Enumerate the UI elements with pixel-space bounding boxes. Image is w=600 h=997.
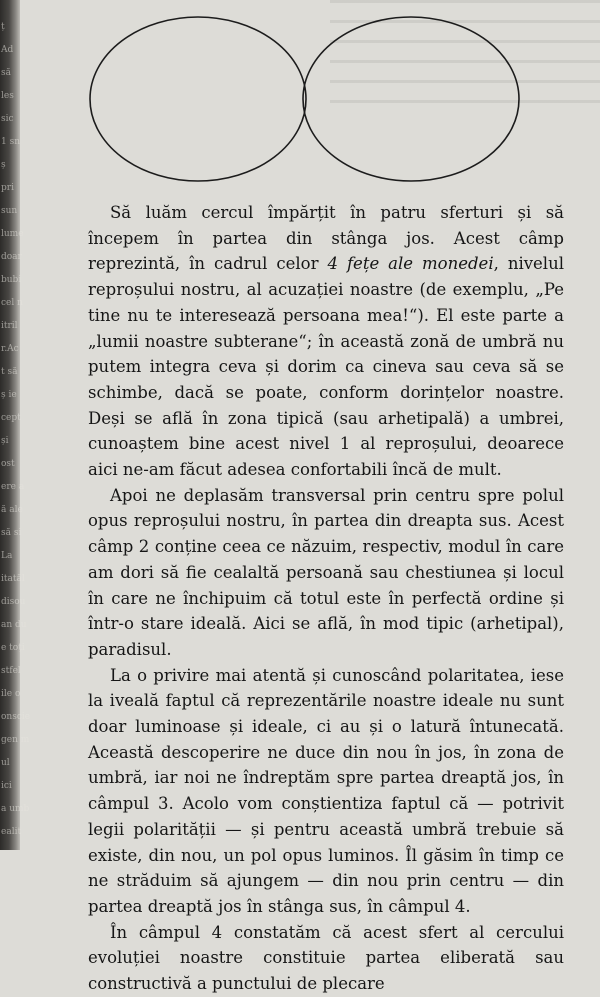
paragraph-1-text-start: Să luăm cercul împărțit în patru sferturi și să începem în partea din stânga jos. Acest câmp reprezintă, în cadrul celor bbox=[88, 203, 564, 274]
paragraph-1 bbox=[88, 200, 564, 483]
adjacent-page-fragment: e toți bbox=[1, 643, 25, 653]
adjacent-page-fragment: cept bbox=[1, 413, 21, 423]
adjacent-page-fragment: les bbox=[1, 91, 14, 101]
paragraph-4: În câmpul 4 constatăm că acest sfert al cercului evoluției noastre constituie partea eliberată sau constructivă a punctului de plecare bbox=[88, 922, 564, 994]
adjacent-page-fragment: ț bbox=[1, 22, 5, 32]
paragraph-2: Apoi ne deplasăm transversal prin centru spre polul opus reproșului nostru, în partea din dreapta sus. Acest câmp 2 conține ceea ce năzuim, respectiv, modul în care am dori să fie cealaltă persoană sau chestiunea și locul în care ne închipuim că totul este în perfectă ordine și într-o stare ideală. Aici se află, în mod tipic (arhetipal), paradisul. bbox=[88, 485, 564, 659]
adjacent-page-fragment: onscie bbox=[1, 712, 31, 722]
adjacent-page-fragment: gen m bbox=[1, 735, 30, 745]
adjacent-page-fragment: ile o bbox=[1, 689, 21, 699]
adjacent-page-edge bbox=[0, 0, 20, 850]
adjacent-page-fragment: La bbox=[1, 551, 13, 561]
adjacent-page-fragment: lume bbox=[1, 229, 24, 239]
adjacent-page-fragment: a umb bbox=[1, 804, 30, 814]
adjacent-page-fragment: pri bbox=[1, 183, 14, 193]
adjacent-page-fragment: ici bbox=[1, 781, 12, 791]
adjacent-page-fragment: sun bbox=[1, 206, 18, 216]
adjacent-page-fragment: ul bbox=[1, 758, 10, 768]
paragraph-1-text-end: , nivelul reproșului nostru, al acuzației noastre (de exemplu, „Pe tine nu te interesează persoana mea!“). El este parte a „lumii noastre subterane“; în această zonă de umbră nu putem integra ceva și dorim ca cineva sau ceva să se schimbe, dacă se poate, conform dorințelor noastre. Deși se află în zona tipică (sau arhetipală) a umbrei, cunoaștem bine acest nivel 1 al reproșului, deoarece aici ne-am făcut adesea confortabili încă de mult. bbox=[88, 254, 564, 480]
book-title-reference: 4 fețe ale monedei bbox=[327, 254, 494, 274]
adjacent-page-fragment: sic bbox=[1, 114, 14, 124]
two-circles-diagram bbox=[80, 12, 530, 187]
adjacent-page-fragment: ș ie bbox=[1, 390, 17, 400]
adjacent-page-fragment: t să bbox=[1, 367, 18, 377]
adjacent-page-fragment: stfel bbox=[1, 666, 21, 676]
adjacent-page-fragment: ere a bbox=[1, 482, 25, 492]
adjacent-page-fragment: și bbox=[1, 436, 9, 446]
adjacent-page-fragment: r.Ac bbox=[1, 344, 19, 354]
adjacent-page-fragment: 1 sn bbox=[1, 137, 21, 147]
body-text bbox=[88, 200, 564, 997]
left-circle bbox=[90, 17, 306, 181]
adjacent-page-fragment: itatăl bbox=[1, 574, 25, 584]
adjacent-page-fragment: ș bbox=[1, 160, 6, 170]
paragraph-3: La o privire mai atentă și cunoscând polaritatea, iese la iveală faptul că reprezentările noastre ideale nu sunt doar luminoase și ideale, ci au și o latură întunecată. Această descoperire ne duce din nou în jos, în zona de umbră, iar noi ne îndreptăm spre partea dreaptă jos, în câmpul 3. Acolo vom conștientiza faptul că — potrivit legii polarității — și pentru această umbră trebuie să existe, din nou, un pol opus luminos. Îl găsim în timp ce ne străduim să ajungem — din nou prin centru — din partea dreaptă jos în stânga sus, în câmpul 4. bbox=[88, 665, 564, 916]
adjacent-page-fragment: să bbox=[1, 68, 11, 78]
adjacent-page-fragment: ă ale bbox=[1, 505, 23, 515]
adjacent-page-fragment: doar bbox=[1, 252, 22, 262]
right-circle bbox=[303, 17, 519, 181]
adjacent-page-fragment: ost bbox=[1, 459, 15, 469]
adjacent-page-fragment: itril bbox=[1, 321, 18, 331]
adjacent-page-fragment: Ad bbox=[1, 45, 14, 55]
adjacent-page-fragment: an du bbox=[1, 620, 27, 630]
adjacent-page-fragment: ealit bbox=[1, 827, 22, 837]
adjacent-page-fragment: cel n bbox=[1, 298, 23, 308]
adjacent-page-fragment: să si bbox=[1, 528, 22, 538]
adjacent-page-fragment: bubi bbox=[1, 275, 22, 285]
adjacent-page-fragment: disou bbox=[1, 597, 26, 607]
